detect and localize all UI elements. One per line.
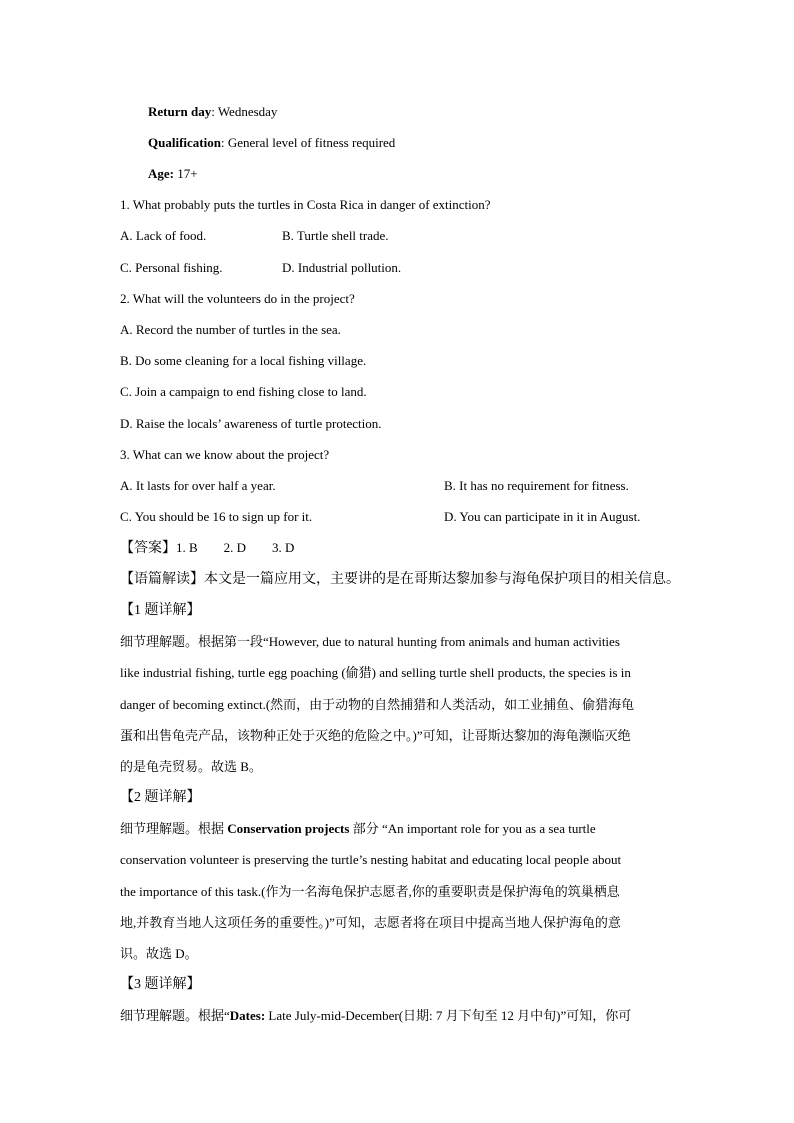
detail-1-line-5: 的是龟壳贸易。故选 B。: [120, 759, 262, 774]
detail-2-line-4: 地,并教育当地人这项任务的重要性。)”可知，志愿者将在项目中提高当地人保护海龟的意: [120, 915, 621, 930]
detail-2-line-1: [120, 821, 596, 837]
detail-1-heading: 【1 题详解】: [120, 603, 201, 618]
answer-value: 1. B 2. D 3. D: [176, 540, 295, 555]
age-label: Age:: [148, 166, 174, 181]
detail-2-line-1-post: 部分 “An important role for you as a sea turtle: [349, 821, 596, 836]
passage-guide-label: 【语篇解读】: [120, 572, 204, 587]
q1-option-b: B. Turtle shell trade.: [282, 228, 389, 243]
detail-1-line-2: like industrial fishing, turtle egg poaching (偷猎) and selling turtle shell products, the species is in: [120, 665, 631, 680]
question-2-stem: 2. What will the volunteers do in the project?: [120, 291, 355, 306]
detail-2-line-2: conservation volunteer is preserving the turtle’s nesting habitat and educating local people about: [120, 852, 622, 867]
q2-option-d: D. Raise the locals’ awareness of turtle protection.: [120, 416, 382, 431]
answer-label: 【答案】: [120, 541, 176, 556]
detail-1-line-4: 蛋和出售龟壳产品，该物种正处于灭绝的危险之中。)”可知，让哥斯达黎加的海龟濒临灭绝: [120, 728, 631, 743]
detail-2-line-1-bold: Conservation projects: [227, 821, 350, 836]
q2-option-a: A. Record the number of turtles in the sea.: [120, 322, 341, 337]
passage-guide-line: [120, 572, 680, 588]
q3-option-d: D. You can participate in it in August.: [444, 509, 641, 524]
q1-option-d: D. Industrial pollution.: [282, 260, 402, 275]
passage-guide-text: 本文是一篇应用文，主要讲的是在哥斯达黎加参与海龟保护项目的相关信息。: [204, 572, 680, 587]
detail-3-line-1-post: Late July-mid-December(日期: 7 月下旬至 12 月中旬)”可知，你可: [265, 1008, 632, 1023]
detail-2-heading: 【2 题详解】: [120, 790, 201, 805]
q3-option-a: A. It lasts for over half a year.: [120, 478, 276, 493]
age-line: [148, 166, 198, 182]
detail-2-line-5: 识。故选 D。: [120, 946, 198, 961]
qualification-line: [148, 135, 395, 151]
detail-1-line-3: danger of becoming extinct.(然而，由于动物的自然捕猎和人类活动，如工业捕鱼、偷猎海龟: [120, 697, 635, 712]
detail-1-line-1: 细节理解题。根据第一段“However, due to natural hunting from animals and human activities: [120, 634, 620, 649]
q3-option-b: B. It has no requirement for fitness.: [444, 478, 629, 493]
detail-3-line-1-pre: 细节理解题。根据“: [120, 1008, 230, 1023]
age-value: 17+: [174, 166, 198, 181]
q2-option-c: C. Join a campaign to end fishing close to land.: [120, 384, 367, 399]
detail-2-line-1-pre: 细节理解题。根据: [120, 821, 228, 836]
q2-option-b: B. Do some cleaning for a local fishing village.: [120, 353, 367, 368]
return-day-line: [148, 104, 277, 120]
detail-2-line-3: the importance of this task.(作为一名海龟保护志愿者,你的重要职责是保护海龟的筑巢栖息: [120, 884, 620, 899]
qualification-label: Qualification: [148, 135, 221, 150]
q3-option-c: C. You should be 16 to sign up for it.: [120, 509, 313, 524]
question-3-stem: 3. What can we know about the project?: [120, 447, 330, 462]
q1-option-c: C. Personal fishing.: [120, 260, 223, 275]
detail-3-line-1-bold: Dates:: [229, 1008, 266, 1023]
answer-line: [120, 540, 294, 557]
detail-3-heading: 【3 题详解】: [120, 977, 201, 992]
qualification-value: : General level of fitness required: [220, 135, 396, 150]
detail-3-line-1: [120, 1008, 631, 1024]
return-day-label: Return day: [148, 104, 212, 119]
question-1-stem: 1. What probably puts the turtles in Costa Rica in danger of extinction?: [120, 197, 491, 212]
q1-option-a: A. Lack of food.: [120, 228, 207, 243]
return-day-value: : Wednesday: [211, 104, 278, 119]
